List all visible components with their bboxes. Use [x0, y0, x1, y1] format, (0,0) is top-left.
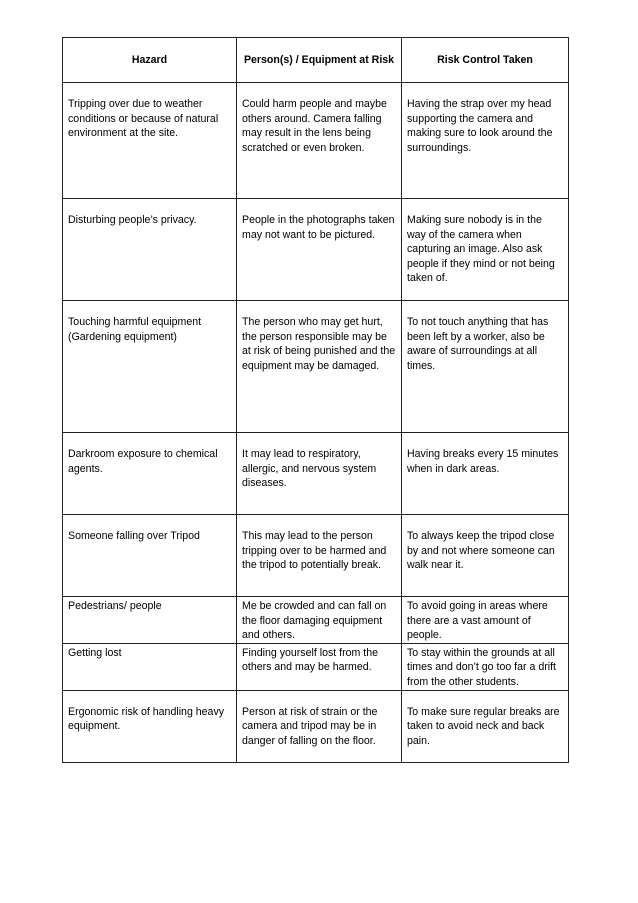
at-risk-cell: It may lead to respiratory, allergic, and nervous system diseases. [237, 433, 402, 515]
hazard-cell: Disturbing people’s privacy. [63, 199, 237, 301]
table-row [63, 597, 569, 644]
table-row [63, 690, 569, 762]
control-cell: Having breaks every 15 minutes when in dark areas. [402, 433, 569, 515]
risk-assessment-table [62, 37, 569, 763]
at-risk-cell: Finding yourself lost from the others and may be harmed. [237, 643, 402, 690]
hazard-cell: Ergonomic risk of handling heavy equipment. [63, 690, 237, 762]
table-row [63, 433, 569, 515]
table-row [63, 515, 569, 597]
control-cell: To make sure regular breaks are taken to avoid neck and back pain. [402, 690, 569, 762]
at-risk-cell: People in the photographs taken may not want to be pictured. [237, 199, 402, 301]
control-cell: To stay within the grounds at all times and don’t go too far a drift from the other students. [402, 643, 569, 690]
table-row [63, 199, 569, 301]
at-risk-cell: The person who may get hurt, the person responsible may be at risk of being punished and the equipment may be damaged. [237, 301, 402, 433]
table-row [63, 643, 569, 690]
hazard-cell: Touching harmful equipment (Gardening equipment) [63, 301, 237, 433]
at-risk-cell: Me be crowded and can fall on the floor damaging equipment and others. [237, 597, 402, 644]
control-cell: Having the strap over my head supporting the camera and making sure to look around the surroundings. [402, 83, 569, 199]
control-cell: To avoid going in areas where there are a vast amount of people. [402, 597, 569, 644]
column-header-at-risk: Person(s) / Equipment at Risk [237, 38, 402, 83]
table-header-row [63, 38, 569, 83]
control-cell: Making sure nobody is in the way of the camera when capturing an image. Also ask people if they mind or not being taken of. [402, 199, 569, 301]
column-header-hazard: Hazard [63, 38, 237, 83]
at-risk-cell: This may lead to the person tripping over to be harmed and the tripod to potentially break. [237, 515, 402, 597]
table-row [63, 83, 569, 199]
hazard-cell: Pedestrians/ people [63, 597, 237, 644]
column-header-control: Risk Control Taken [402, 38, 569, 83]
table-row [63, 301, 569, 433]
at-risk-cell: Could harm people and maybe others around. Camera falling may result in the lens being scratched or even broken. [237, 83, 402, 199]
control-cell: To always keep the tripod close by and not where someone can walk near it. [402, 515, 569, 597]
at-risk-cell: Person at risk of strain or the camera and tripod may be in danger of falling on the floor. [237, 690, 402, 762]
control-cell: To not touch anything that has been left by a worker, also be aware of surroundings at all times. [402, 301, 569, 433]
hazard-cell: Darkroom exposure to chemical agents. [63, 433, 237, 515]
hazard-cell: Someone falling over Tripod [63, 515, 237, 597]
hazard-cell: Tripping over due to weather conditions or because of natural environment at the site. [63, 83, 237, 199]
hazard-cell: Getting lost [63, 643, 237, 690]
